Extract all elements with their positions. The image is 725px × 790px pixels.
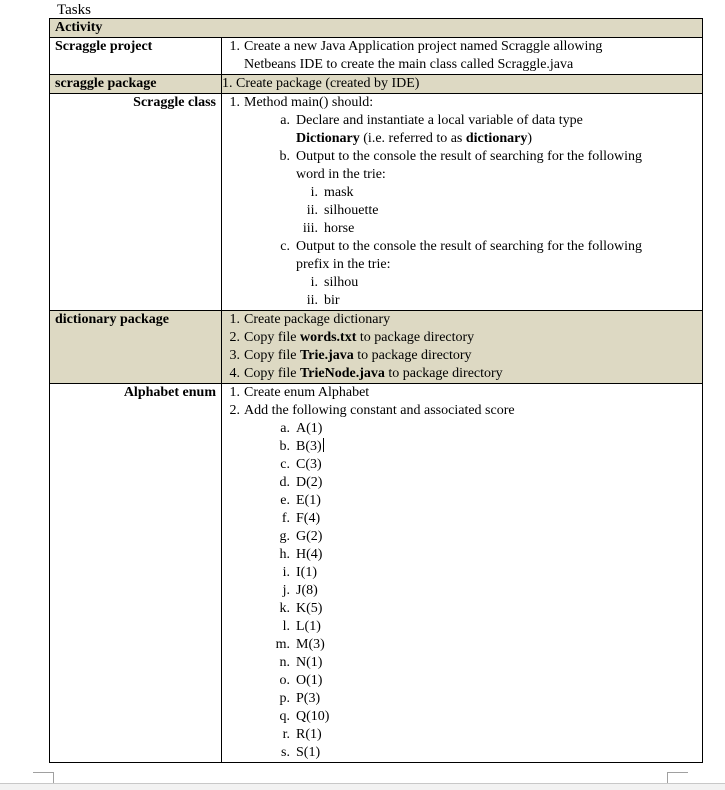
row-label-scraggle-package: scraggle package [50,75,222,94]
list-roman: i. [310,275,318,290]
table-row-scraggle-project [50,38,703,75]
list-text: Create package dictionary [244,312,391,327]
list-letter: h. [279,547,290,562]
list-letter: a. [280,113,290,128]
list-letter: n. [279,655,290,670]
list-letter: k. [279,601,290,616]
list-number: 1. [229,95,240,110]
list-letter: f. [281,511,290,526]
list-number: 1. [229,39,240,54]
list-text: silhouette [324,203,379,218]
list-letter: r. [282,727,290,742]
list-text[interactable]: B(3) [296,439,322,454]
row-content-dictionary-package [222,311,703,384]
list-letter: l. [282,619,290,634]
list-letter: a. [280,421,290,436]
list-text: Method main() should: [244,95,374,110]
activity-header: Activity [50,19,703,38]
list-text: mask [324,185,354,200]
list-letter: e. [280,493,290,508]
list-text: I(1) [296,565,317,580]
list-text: Copy file words.txt to package directory [244,330,475,345]
list-letter: b. [279,439,290,454]
list-text: L(1) [296,619,321,634]
list-text: M(3) [296,637,325,652]
list-letter: q. [279,709,290,724]
list-roman: ii. [306,203,318,218]
row-content-scraggle-project [222,38,703,75]
table-row-scraggle-class [50,94,703,311]
list-letter: j. [282,583,290,598]
list-text: H(4) [296,547,323,562]
list-text: O(1) [296,673,323,688]
row-label-scraggle-project: Scraggle project [50,38,222,75]
list-text: Create a new Java Application project named Scraggle allowing Netbeans IDE to create the main class called Scraggle.java [244,39,603,72]
list-roman: i. [310,185,318,200]
list-letter: p. [279,691,290,706]
list-number: 4. [229,366,240,381]
text-cursor [323,438,324,452]
row-content-alphabet-enum [222,384,703,763]
tasks-table [49,18,703,763]
list-text: bir [324,293,340,308]
list-number: 2. [229,330,240,345]
list-text: R(1) [296,727,322,742]
list-text: Create enum Alphabet [244,385,370,400]
list-text: Declare and instantiate a local variable of data type Dictionary (i.e. referred to as dictionary) [296,113,583,146]
list-text: silhou [324,275,359,290]
row-label-alphabet-enum: Alphabet enum [50,384,222,763]
list-text: D(2) [296,475,323,490]
list-letter: c. [280,457,290,472]
alphabet-constants-list [222,420,702,762]
table-header-row [50,19,703,38]
list-text: A(1) [296,421,323,436]
list-text: Add the following constant and associated score [244,403,515,418]
list-text: F(4) [296,511,321,526]
list-text: Output to the console the result of searching for the following word in the trie: [296,149,643,182]
list-text: Output to the console the result of searching for the following prefix in the trie: [296,239,643,272]
list-text: C(3) [296,457,322,472]
list-text: Copy file TrieNode.java to package directory [244,366,503,381]
row-label-dictionary-package: dictionary package [50,311,222,384]
table-row-scraggle-package [50,75,703,94]
document-title: Tasks [57,2,91,18]
list-letter: i. [282,565,290,580]
list-number: 3. [229,348,240,363]
row-label-scraggle-class: Scraggle class [50,94,222,311]
list-letter: g. [279,529,290,544]
list-text: horse [324,221,355,236]
list-text: S(1) [296,745,321,760]
list-roman: ii. [306,293,318,308]
list-text: K(5) [296,601,323,616]
list-letter: d. [279,475,290,490]
list-text: Q(10) [296,709,330,724]
list-number: 2. [229,403,240,418]
list-text: Copy file Trie.java to package directory [244,348,472,363]
list-text: N(1) [296,655,323,670]
list-text: G(2) [296,529,323,544]
list-letter: s. [281,745,290,760]
row-content-scraggle-package: 1. Create package (created by IDE) [222,75,703,94]
list-number: 1. [229,312,240,327]
list-letter: o. [279,673,290,688]
row-content-scraggle-class [222,94,703,311]
list-roman: iii. [302,221,318,236]
list-text: P(3) [296,691,321,706]
list-text: E(1) [296,493,321,508]
list-text: J(8) [296,583,318,598]
table-row-alphabet-enum [50,384,703,763]
table-row-dictionary-package [50,311,703,384]
list-letter: c. [280,239,290,254]
list-letter: b. [279,149,290,164]
list-number: 1. [229,385,240,400]
list-letter: m. [275,637,290,652]
